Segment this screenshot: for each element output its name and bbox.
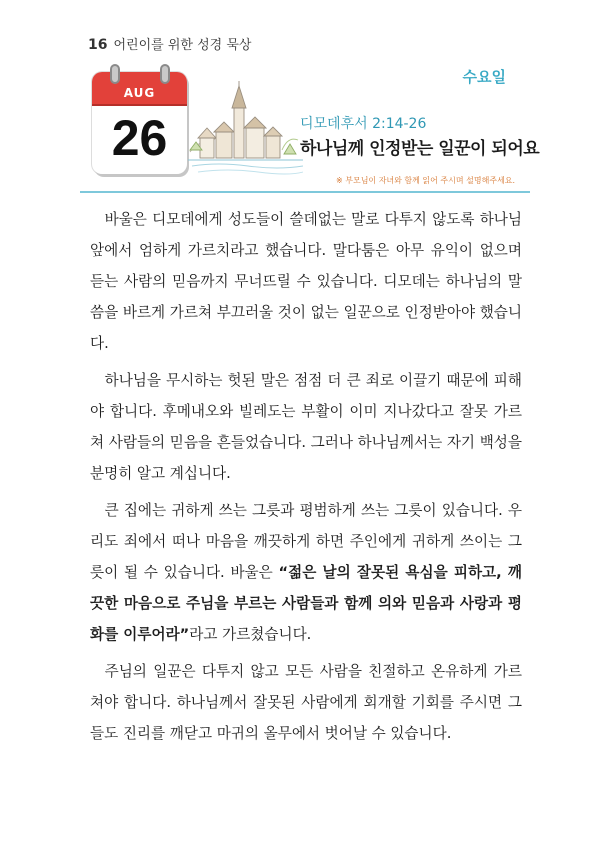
paragraph-1: 바울은 디모데에게 성도들이 쓸데없는 말로 다투지 않도록 하나님 앞에서 엄하게 가르치라고 했습니다. 말다툼은 아무 유익이 없으며 듣는 사람의 믿음까지 무너뜨릴 수 있습니다. 디모데는 하나님의 말씀을 바르게 가르쳐 부끄러울 것이 없는 일꾼으로 인정받아야 했습니다. <box>90 211 522 352</box>
book-title: 어린이를 위한 성경 묵상 <box>113 38 252 53</box>
running-header <box>88 34 251 53</box>
weekday-label: 수요일 <box>462 68 506 86</box>
parent-note: ※ 부모님이 자녀와 함께 읽어 주시며 설명해주세요. <box>336 176 516 185</box>
calendar-icon <box>92 64 187 174</box>
devotional-body <box>90 204 522 755</box>
paragraph-2: 하나님을 무시하는 헛된 말은 점점 더 큰 죄로 이끌기 때문에 피해야 합니다. 후메내오와 빌레도는 부활이 이미 지나갔다고 잘못 가르쳐 사람들의 믿음을 흔들었습니다. 그러나 하나님께서는 자기 백성을 분명히 알고 계십니다. <box>90 372 522 482</box>
calendar-page <box>92 72 187 174</box>
paragraph-3-start: 큰 집에는 귀하게 쓰는 그릇과 평범하게 쓰는 그릇이 있습니다. 우리도 죄에서 떠나 마음을 깨끗하게 하면 주인에게 귀하게 쓰이는 그릇이 될 수 있습니다. 바울은 <box>90 502 522 581</box>
calendar-month: AUG <box>123 86 156 100</box>
page-number: 16 <box>88 37 108 53</box>
paragraph-4: 주님의 일꾼은 다투지 않고 모든 사람을 친절하고 온유하게 가르쳐야 합니다. 하나님께서 잘못된 사람에게 회개할 기회를 주시면 그들도 진리를 깨닫고 마귀의 올무에서 벗어날 수 있습니다. <box>90 663 522 742</box>
page-title: 하나님께 인정받는 일꾼이 되어요 <box>300 139 540 159</box>
calendar-header <box>92 72 187 106</box>
paragraph-3-end: 라고 가르쳤습니다. <box>189 626 312 643</box>
scripture-reference: 디모데후서 2:14-26 <box>300 116 427 132</box>
village-illustration <box>188 80 303 180</box>
calendar-ring <box>160 64 170 84</box>
paragraph-3 <box>90 495 522 650</box>
header-divider <box>80 191 530 193</box>
calendar-day: 26 <box>111 110 168 166</box>
bible-quote: “젊은 날의 잘못된 욕심을 피하고, 깨끗한 마음으로 주님을 부르는 사람들과 함께 의와 믿음과 사랑과 평화를 이루어라” <box>90 564 522 643</box>
calendar-ring <box>110 64 120 84</box>
